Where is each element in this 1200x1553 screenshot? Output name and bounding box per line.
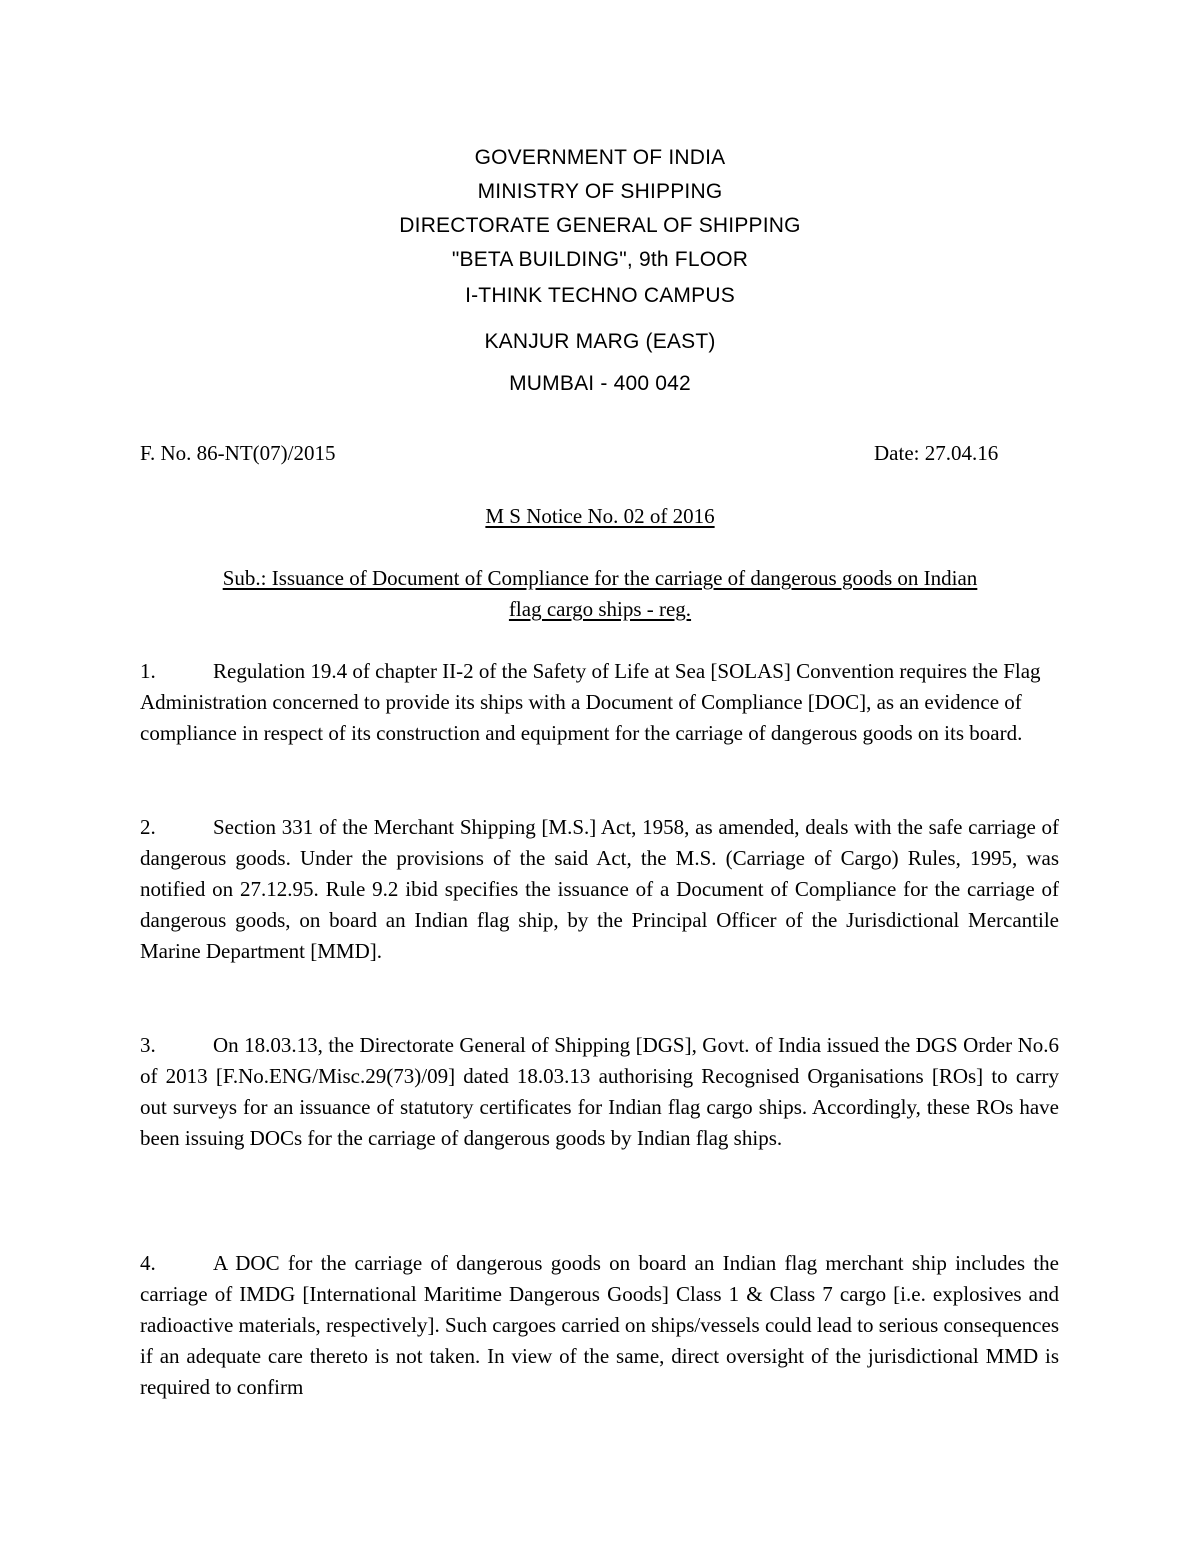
- header-building: "BETA BUILDING", 9th FLOOR: [451, 248, 749, 271]
- paragraph-2: [140, 812, 1059, 967]
- subject-text-2: flag cargo ships - reg.: [508, 597, 692, 621]
- paragraph-number: 1.: [140, 659, 156, 683]
- header-campus: I-THINK TECHNO CAMPUS: [465, 284, 735, 307]
- document-date: Date: 27.04.16: [874, 441, 999, 465]
- paragraph-text: Section 331 of the Merchant Shipping [M.S.] Act, 1958, as amended, deals with the safe carriage of dangerous goods. Under the provisions of the said Act, the M.S. (Carriage of Cargo) Rules, 1995, was notified on 27.12.95. Rule 9.2 ibid specifies the issuance of a Document of Compliance for the carriage of dangerous goods, on board an Indian flag ship, by the Principal Officer of the Jurisdictional Mercantile Marine Department [MMD].: [140, 815, 1059, 963]
- subject-text-1: Sub.: Issuance of Document of Compliance for the carriage of dangerous goods on Indian: [222, 566, 978, 590]
- paragraph-number: 4.: [140, 1251, 156, 1275]
- notice-title-text: M S Notice No. 02 of 2016: [485, 504, 715, 528]
- paragraph-4: [140, 1248, 1059, 1403]
- paragraph-text: A DOC for the carriage of dangerous goods on board an Indian flag merchant ship includes the carriage of IMDG [International Maritime Dangerous Goods] Class 1 & Class 7 cargo [i.e. explosives and radioactive materials, respectively]. Such cargoes carried on ships/vessels could lead to serious consequences if an adequate care thereto is not taken. In view of the same, direct oversight of the jurisdictional MMD is required to confirm: [140, 1251, 1059, 1399]
- paragraph-1: [140, 656, 1059, 749]
- subject-line-2: [140, 597, 1060, 622]
- header-locality: KANJUR MARG (EAST): [484, 330, 716, 353]
- paragraph-number: 2.: [140, 815, 156, 839]
- header-directorate: DIRECTORATE GENERAL OF SHIPPING: [399, 214, 801, 237]
- file-number: F. No. 86-NT(07)/2015: [140, 441, 336, 465]
- paragraph-text: On 18.03.13, the Directorate General of Shipping [DGS], Govt. of India issued the DGS Order No.6 of 2013 [F.No.ENG/Misc.29(73)/09] dated 18.03.13 authorising Recognised Organisations [ROs] to carry out surveys for an issuance of statutory certificates for Indian flag cargo ships. Accordingly, these ROs have been issuing DOCs for the carriage of dangerous goods by Indian flag ships.: [140, 1033, 1059, 1150]
- header-ministry: MINISTRY OF SHIPPING: [477, 180, 723, 203]
- paragraph-text: Regulation 19.4 of chapter II-2 of the Safety of Life at Sea [SOLAS] Convention requires the Flag Administration concerned to provide its ships with a Document of Compliance [DOC], as an evidence of compliance in respect of its construction and equipment for the carriage of dangerous goods on its board.: [140, 659, 1041, 745]
- paragraph-3: [140, 1030, 1059, 1154]
- header-city: MUMBAI - 400 042: [509, 372, 691, 395]
- header-government: GOVERNMENT OF INDIA: [474, 146, 726, 169]
- paragraph-number: 3.: [140, 1033, 156, 1057]
- subject-line-1: [140, 566, 1060, 591]
- notice-title: [140, 504, 1060, 529]
